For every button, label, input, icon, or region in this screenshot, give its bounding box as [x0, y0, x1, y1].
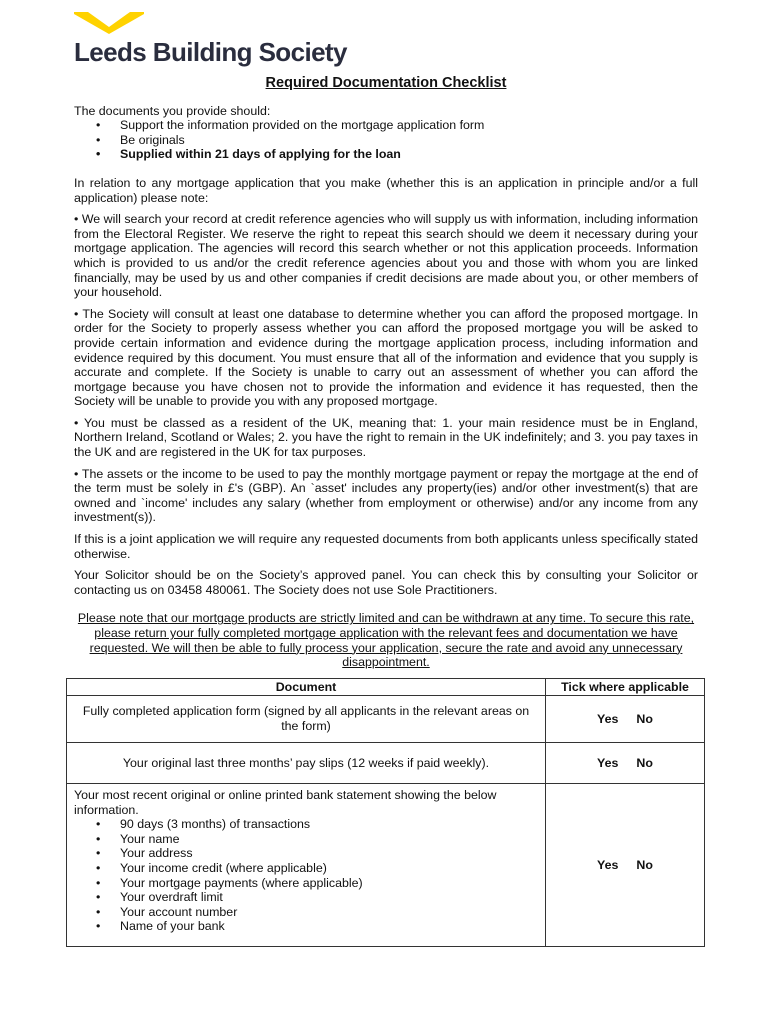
list-item: • Your account number	[74, 905, 538, 920]
list-item: • Your name	[74, 832, 538, 847]
requirement-item: • Be originals	[74, 133, 698, 148]
requirement-item: • Supplied within 21 days of applying for the loan	[74, 147, 698, 162]
chevron-logo-icon	[74, 12, 144, 34]
tick-cell	[546, 696, 705, 743]
document-cell: Your original last three months’ pay slips (12 weeks if paid weekly).	[67, 743, 546, 784]
document-cell	[67, 784, 546, 947]
bank-statement-list	[74, 817, 538, 934]
document-cell: Fully completed application form (signed by all applicants in the relevant areas on the form)	[67, 696, 546, 743]
leeds-building-society-logo	[74, 12, 347, 68]
solicitor-paragraph: Your Solicitor should be on the Society’s approved panel. You can check this by consulting your Solicitor or contacting us on 03458 480061. The Society does not use Sole Practitioners.	[74, 568, 698, 597]
relation-text: In relation to any mortgage application that you make (whether this is an application in principle and/or a full application) please note:	[74, 175, 698, 205]
tick-cell	[546, 784, 705, 947]
list-item: • Your address	[74, 846, 538, 861]
joint-application-paragraph: If this is a joint application we will require any requested documents from both applicants unless specifically stated otherwise.	[74, 532, 698, 561]
list-item: • Your income credit (where applicable)	[74, 861, 538, 876]
intro-text: The documents you provide should:	[74, 103, 271, 118]
yes-option[interactable]: Yes	[597, 755, 619, 770]
residency-paragraph: • You must be classed as a resident of the UK, meaning that: 1. your main residence must be in England, Northern Ireland, Scotland or Wales; 2. you have the right to remain in the UK indefinitely; and 3. you pay taxes in the UK and are registered in the UK for tax purposes.	[74, 415, 698, 460]
requirements-list	[74, 118, 698, 162]
list-item: • 90 days (3 months) of transactions	[74, 817, 538, 832]
table-row	[67, 696, 705, 743]
brand-name: Leeds Building Society	[74, 37, 347, 67]
documentation-checklist-table	[66, 678, 705, 947]
no-option[interactable]: No	[636, 711, 653, 726]
table-header-row	[67, 679, 705, 696]
bank-statement-text: Your most recent original or online printed bank statement showing the below information.	[74, 788, 497, 817]
list-item: • Your mortgage payments (where applicable)	[74, 876, 538, 891]
table-row	[67, 743, 705, 784]
list-item: • Your overdraft limit	[74, 890, 538, 905]
currency-paragraph: • The assets or the income to be used to pay the monthly mortgage payment or repay the mortgage at the end of the term must be solely in £'s (GBP). An `asset' includes any property(ies) and/or other investment(s) that are owned and `income' includes any salary (whether from employment or otherwise) and/or any income from any investment(s)).	[74, 466, 698, 525]
table-row	[67, 784, 705, 947]
page-title: Required Documentation Checklist	[265, 75, 507, 91]
no-option[interactable]: No	[636, 755, 653, 770]
tick-cell	[546, 743, 705, 784]
no-option[interactable]: No	[636, 857, 653, 872]
document-column-header: Document	[67, 679, 546, 696]
yes-option[interactable]: Yes	[597, 857, 619, 872]
requirement-item: • Support the information provided on the mortgage application form	[74, 118, 698, 133]
rate-notice: Please note that our mortgage products are strictly limited and can be withdrawn at any time. To secure this rate, please return your fully completed mortgage application with the relevant fees and documentation we have requested. We will then be able to fully process your application, secure the rate and avoid any unnecessary disappointment.	[77, 611, 695, 670]
list-item: • Name of your bank	[74, 919, 538, 934]
affordability-paragraph: • The Society will consult at least one database to determine whether you can afford the proposed mortgage. In order for the Society to properly assess whether you can afford the proposed mortgage you will be asked to provide certain information and evidence during the mortgage application process, including information and evidence required by this document. You must ensure that all of the information and evidence that you supply is accurate and complete. If the Society is unable to carry out an assessment of whether you can afford the mortgage because you have chosen not to provide the information and evidence it has requested, then the Society will be unable to provide you with any proposed mortgage.	[74, 306, 698, 409]
yes-option[interactable]: Yes	[597, 711, 619, 726]
document-body	[74, 76, 698, 682]
credit-search-paragraph: • We will search your record at credit reference agencies who will supply us with information, including information from the Electoral Register. We reserve the right to repeat this search should we deem it necessary during your mortgage application. The agencies will record this search whether or not this application proceeds. Information which is provided to us and/or the credit reference agencies about you and those with whom you are linked financially, may be used by us and other companies if credit decisions are made about you, or other members of your household.	[74, 212, 698, 300]
tick-column-header: Tick where applicable	[546, 679, 705, 696]
